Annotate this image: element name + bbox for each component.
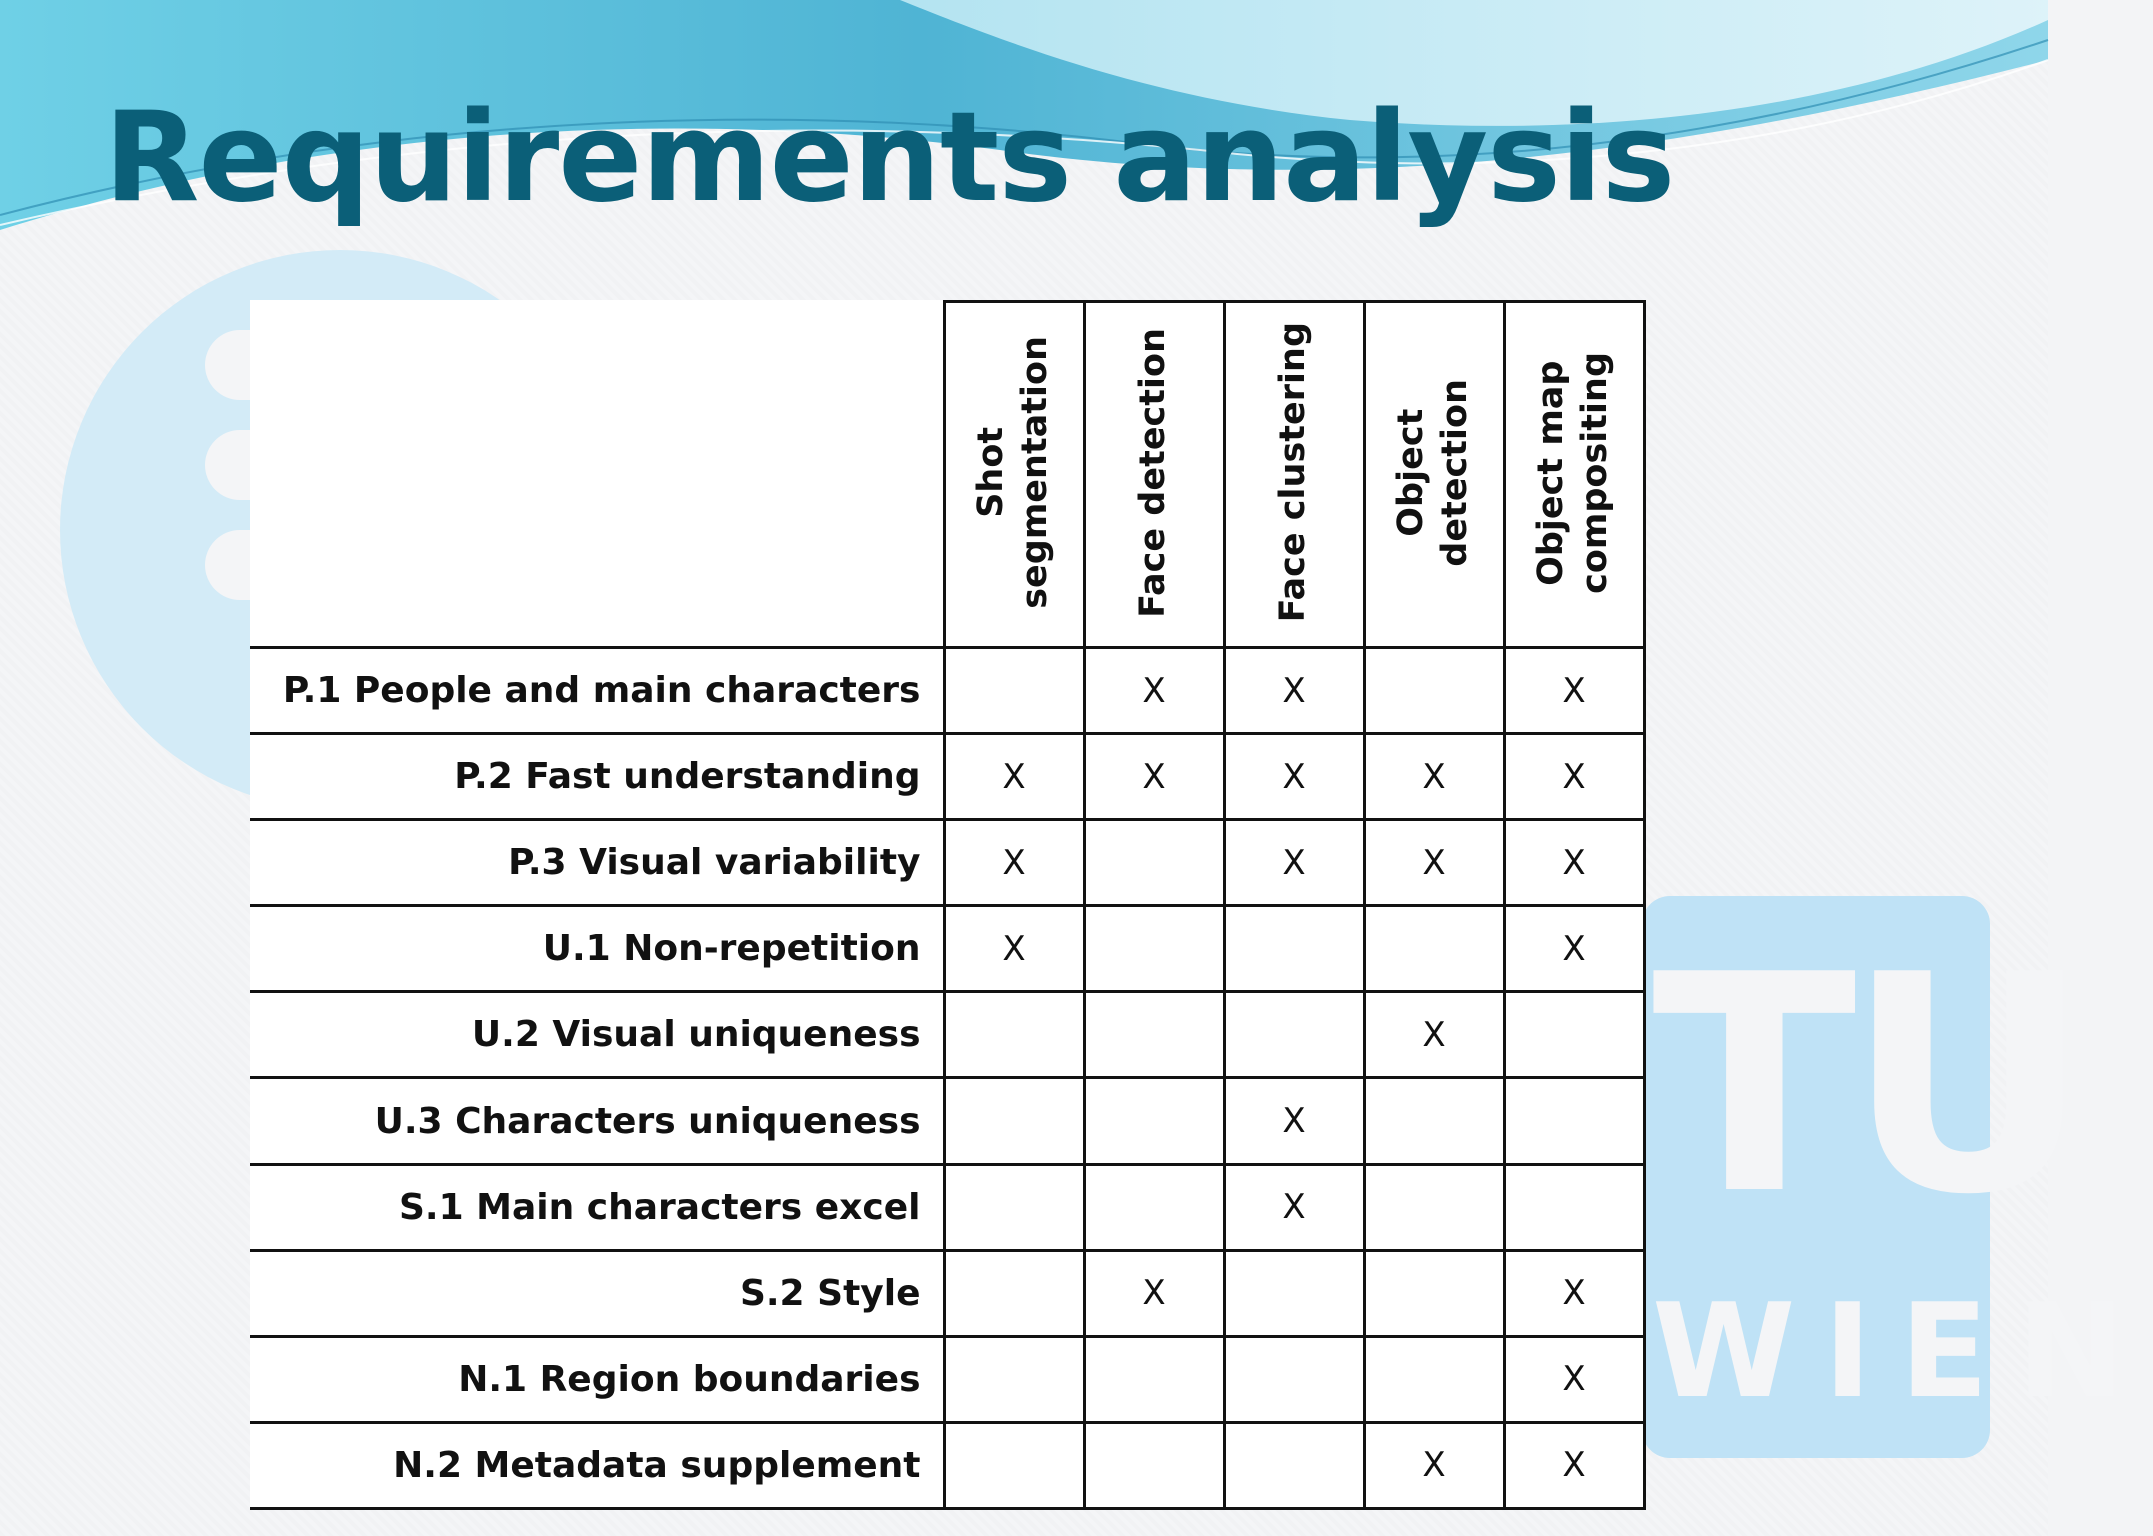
requirements-matrix bbox=[250, 300, 1645, 1510]
requirement-label: P.2 Fast understanding bbox=[250, 734, 944, 820]
matrix-cell bbox=[1084, 820, 1224, 906]
matrix-cell bbox=[944, 1164, 1084, 1250]
matrix-cell bbox=[944, 1336, 1084, 1422]
header-row bbox=[250, 302, 1644, 648]
requirement-label: N.2 Metadata supplement bbox=[250, 1422, 944, 1508]
requirement-label: N.1 Region boundaries bbox=[250, 1336, 944, 1422]
table-row bbox=[250, 1422, 1644, 1508]
matrix-cell: X bbox=[1224, 648, 1364, 734]
matrix-cell bbox=[1084, 1078, 1224, 1164]
tu-wien-logo bbox=[1642, 896, 2153, 1458]
matrix-cell bbox=[1364, 1250, 1504, 1336]
matrix-cell: X bbox=[1504, 734, 1644, 820]
logo-subtext: WIEN bbox=[1652, 1275, 2153, 1427]
table-row bbox=[250, 992, 1644, 1078]
matrix-cell: X bbox=[1364, 992, 1504, 1078]
column-header bbox=[1084, 302, 1224, 648]
matrix-cell bbox=[1504, 1078, 1644, 1164]
matrix-cell: X bbox=[1364, 734, 1504, 820]
matrix-cell: X bbox=[1504, 648, 1644, 734]
matrix-cell bbox=[1224, 992, 1364, 1078]
requirement-label: U.2 Visual uniqueness bbox=[250, 992, 944, 1078]
column-header-label: Face detection bbox=[1133, 327, 1174, 618]
matrix-cell bbox=[1084, 1164, 1224, 1250]
matrix-cell bbox=[1224, 1336, 1364, 1422]
matrix-cell: X bbox=[1364, 820, 1504, 906]
matrix-cell: X bbox=[1084, 734, 1224, 820]
matrix-cell bbox=[1364, 648, 1504, 734]
table-row bbox=[250, 648, 1644, 734]
requirement-label: U.1 Non-repetition bbox=[250, 906, 944, 992]
matrix-cell: X bbox=[1504, 820, 1644, 906]
matrix-cell bbox=[1504, 1164, 1644, 1250]
matrix-cell: X bbox=[1504, 1422, 1644, 1508]
matrix-cell: X bbox=[1084, 648, 1224, 734]
column-header-label: Shot segmentation bbox=[971, 336, 1055, 609]
column-header-label: Face clustering bbox=[1273, 322, 1314, 623]
matrix-cell bbox=[1084, 1336, 1224, 1422]
matrix-cell: X bbox=[1084, 1250, 1224, 1336]
requirement-label: S.1 Main characters excel bbox=[250, 1164, 944, 1250]
requirements-table bbox=[250, 300, 1646, 1510]
matrix-cell: X bbox=[1224, 734, 1364, 820]
matrix-cell: X bbox=[1224, 820, 1364, 906]
column-header bbox=[944, 302, 1084, 648]
matrix-cell: X bbox=[1224, 1078, 1364, 1164]
matrix-cell: X bbox=[1224, 1164, 1364, 1250]
column-header bbox=[1504, 302, 1644, 648]
matrix-cell bbox=[1364, 1164, 1504, 1250]
column-header bbox=[1224, 302, 1364, 648]
matrix-cell bbox=[1084, 906, 1224, 992]
matrix-cell: X bbox=[1364, 1422, 1504, 1508]
table-row bbox=[250, 820, 1644, 906]
column-header-label: Object detection bbox=[1391, 378, 1475, 567]
matrix-cell bbox=[1224, 1422, 1364, 1508]
matrix-cell bbox=[1224, 906, 1364, 992]
requirement-label: P.1 People and main characters bbox=[250, 648, 944, 734]
matrix-cell bbox=[1084, 992, 1224, 1078]
table-row bbox=[250, 1164, 1644, 1250]
matrix-cell bbox=[1224, 1250, 1364, 1336]
matrix-cell: X bbox=[1504, 1250, 1644, 1336]
table-row bbox=[250, 1250, 1644, 1336]
column-header-label: Object map compositing bbox=[1531, 351, 1615, 594]
matrix-cell: X bbox=[944, 906, 1084, 992]
table-row bbox=[250, 1336, 1644, 1422]
matrix-cell bbox=[944, 1250, 1084, 1336]
matrix-cell: X bbox=[1504, 1336, 1644, 1422]
matrix-cell bbox=[1084, 1422, 1224, 1508]
corner-cell bbox=[250, 302, 944, 648]
requirement-label: U.3 Characters uniqueness bbox=[250, 1078, 944, 1164]
matrix-cell bbox=[944, 648, 1084, 734]
matrix-cell bbox=[1504, 992, 1644, 1078]
matrix-cell: X bbox=[1504, 906, 1644, 992]
matrix-cell bbox=[1364, 1078, 1504, 1164]
matrix-cell bbox=[944, 1422, 1084, 1508]
logo-letters: TU bbox=[1652, 911, 2081, 1260]
requirement-label: P.3 Visual variability bbox=[250, 820, 944, 906]
table-row bbox=[250, 734, 1644, 820]
table-row bbox=[250, 906, 1644, 992]
matrix-cell bbox=[1364, 906, 1504, 992]
table-row bbox=[250, 1078, 1644, 1164]
matrix-cell bbox=[944, 1078, 1084, 1164]
matrix-cell: X bbox=[944, 820, 1084, 906]
matrix-cell bbox=[1364, 1336, 1504, 1422]
column-header bbox=[1364, 302, 1504, 648]
matrix-cell bbox=[944, 992, 1084, 1078]
matrix-cell: X bbox=[944, 734, 1084, 820]
requirement-label: S.2 Style bbox=[250, 1250, 944, 1336]
slide-title: Requirements analysis bbox=[104, 86, 1675, 230]
